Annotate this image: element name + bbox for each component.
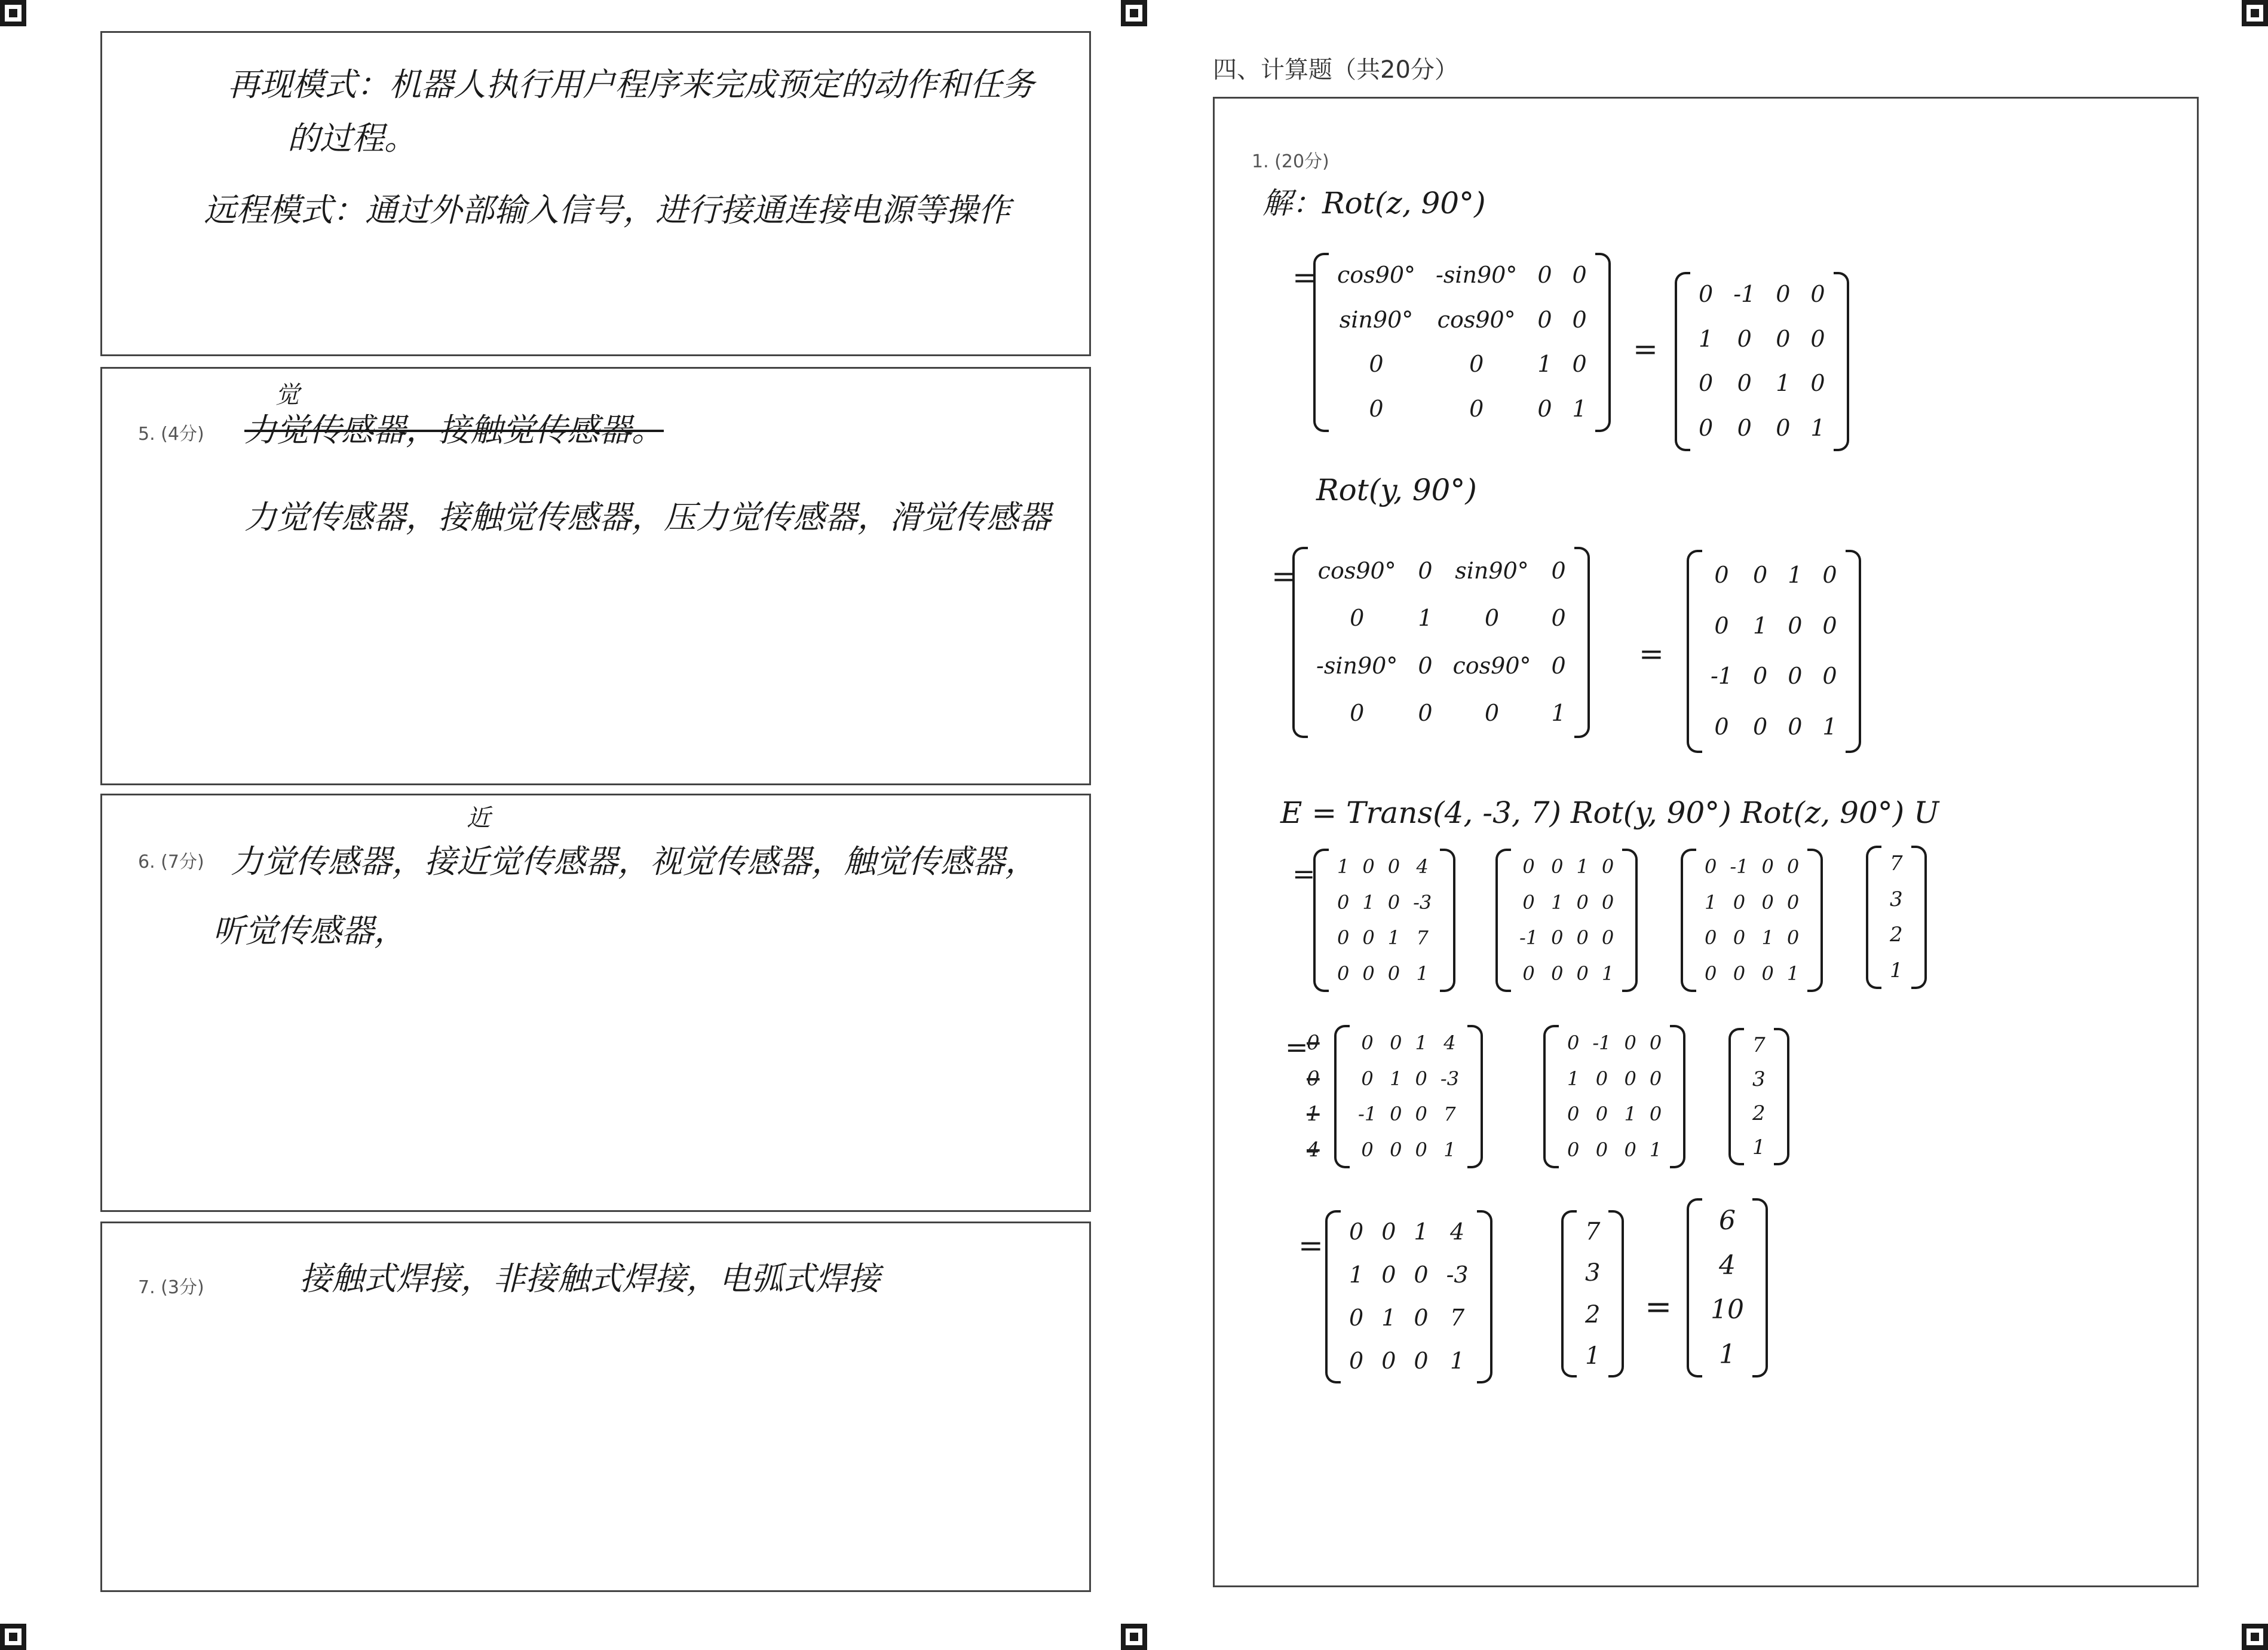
equals-sign: = xyxy=(1285,1031,1308,1063)
equals-sign: = xyxy=(1639,636,1664,671)
registration-marker-top-left xyxy=(0,0,26,26)
q4-answer-line2: 的过程。 xyxy=(287,120,416,157)
registration-marker-bottom-center xyxy=(1121,1624,1147,1650)
registration-marker-bottom-right xyxy=(2242,1624,2268,1650)
step2-rotz-matrix: 0 -1 0 0 1 0 0 0 0 0 1 0 0 0 0 1 xyxy=(1543,1025,1685,1168)
rotz-expanded-matrix: cos90° -sin90° 0 0 sin90° cos90° 0 0 0 0 1 0 0 0 0 1 xyxy=(1313,253,1611,432)
q4-answer-line3: 远程模式：通过外部输入信号，进行接通连接电源等操作 xyxy=(204,191,1010,229)
step1-roty-matrix: 0 0 1 0 0 1 0 0 -1 0 0 0 0 0 0 1 xyxy=(1495,849,1638,992)
question-label-5: 5. (4分) xyxy=(138,424,204,445)
step1-u-vector: 7 3 2 1 xyxy=(1866,846,1927,989)
q6-insert-mark: 近 xyxy=(467,804,491,832)
answer-box-q7 xyxy=(100,1222,1091,1592)
step2-matrix: 0 0 1 4 0 1 0 -3 -1 0 0 7 0 0 0 1 xyxy=(1334,1025,1483,1168)
roty-value-matrix: 0 0 1 0 0 1 0 0 -1 0 0 0 0 0 0 1 xyxy=(1687,550,1861,753)
question-label-7: 7. (3分) xyxy=(138,1277,204,1298)
equals-sign: = xyxy=(1645,1288,1672,1325)
q4-answer-line1: 再现模式：机器人执行用户程序来完成预定的动作和任务 xyxy=(228,66,1034,103)
step2-crossed-column: 0 0 1 4 xyxy=(1307,1031,1320,1162)
solution-start: 解：Rot(z, 90°) xyxy=(1262,186,1486,221)
roty-expanded-matrix: cos90° 0 sin90° 0 0 1 0 0 -sin90° 0 cos90° 0 0 0 0 1 xyxy=(1292,547,1590,738)
result-vector: 6 4 10 1 xyxy=(1687,1198,1768,1377)
equals-sign: = xyxy=(1292,260,1317,295)
registration-marker-top-right xyxy=(2242,0,2268,26)
equals-sign: = xyxy=(1298,1228,1323,1263)
step2-u-vector: 7 3 2 1 xyxy=(1728,1028,1789,1165)
equals-sign: = xyxy=(1271,559,1297,593)
registration-marker-bottom-left xyxy=(0,1624,26,1650)
step3-u-vector: 7 3 2 1 xyxy=(1561,1210,1624,1377)
answer-box-calc-q1 xyxy=(1213,97,2199,1587)
registration-marker-top-center xyxy=(1121,0,1147,26)
question-label-calc-1: 1. (20分) xyxy=(1252,151,1329,172)
e-formula: E = Trans(4, -3, 7) Rot(y, 90°) Rot(z, 90°) U xyxy=(1280,795,1939,830)
q6-answer-line1: 力觉传感器，接近觉传感器，视觉传感器，触觉传感器， xyxy=(231,843,1037,880)
step1-rotz-matrix: 0 -1 0 0 1 0 0 0 0 0 1 0 0 0 0 1 xyxy=(1681,849,1823,992)
q7-answer: 接触式焊接，非接触式焊接，电弧式焊接 xyxy=(299,1260,880,1297)
answer-box-q6 xyxy=(100,794,1091,1212)
answer-box-q4 xyxy=(100,31,1091,356)
section-title-calculation: 四、计算题（共20分） xyxy=(1213,56,1458,84)
question-label-6: 6. (7分) xyxy=(138,852,204,873)
equals-sign: = xyxy=(1292,858,1316,890)
trans-matrix: 1 0 0 4 0 1 0 -3 0 0 1 7 0 0 0 1 xyxy=(1313,849,1455,992)
step3-matrix: 0 0 1 4 1 0 0 -3 0 1 0 7 0 0 0 1 xyxy=(1325,1210,1492,1383)
q5-correction-mark: 觉 xyxy=(275,381,299,409)
q6-answer-line2: 听觉传感器， xyxy=(213,912,406,950)
roty-heading: Rot(y, 90°) xyxy=(1316,473,1477,507)
answer-box-q5 xyxy=(100,367,1091,785)
rotz-value-matrix: 0 -1 0 0 1 0 0 0 0 0 1 0 0 0 0 1 xyxy=(1675,272,1849,451)
equals-sign: = xyxy=(1633,332,1658,366)
q5-crossed-answer: 力觉传感器，接触觉传感器。 xyxy=(244,411,664,449)
q5-answer: 力觉传感器，接触觉传感器，压力觉传感器，滑觉传感器 xyxy=(244,498,1051,536)
